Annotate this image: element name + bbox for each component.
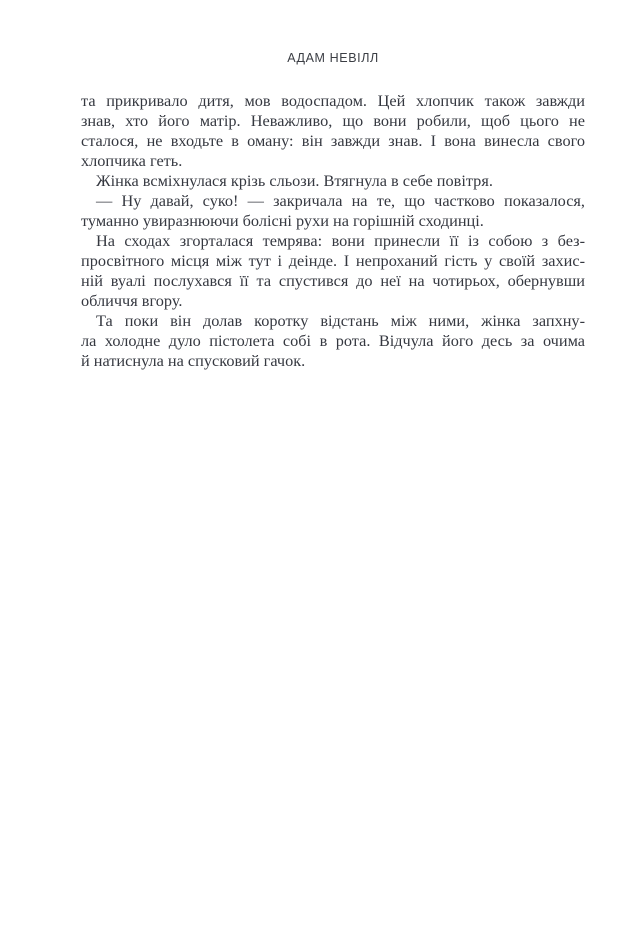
running-header: АДАМ НЕВІЛЛ [287,51,379,65]
text-line: ла холодне дуло пістолета собі в рота. Відчула його десь за очима [81,331,585,350]
paragraph [81,171,585,191]
paragraph [81,191,585,231]
paragraph [81,311,585,371]
text-line: та прикривало дитя, мов водоспадом. Цей хлопчик також завжди [81,91,585,110]
text-line: туманно увиразнюючи болісні рухи на горішній сходинці. [81,211,484,230]
text-line: Та поки він долав коротку відстань між ними, жінка запхну- [96,311,585,330]
text-line: хлопчика геть. [81,151,183,170]
body-text [81,91,585,371]
text-line: сталося, не входьте в оману: він завжди знав. І вона винесла свого [81,131,585,150]
text-line: Жінка всміхнулася крізь сльози. Втягнула в себе повітря. [96,171,493,190]
text-line: — Ну давай, суко! — закричала на те, що частково показалося, [96,191,585,210]
text-line: знав, хто його матір. Неважливо, що вони робили, щоб цього не [81,111,585,130]
text-line: й натиснула на спусковий гачок. [81,351,306,370]
text-line: просвітного місця між тут і деінде. І непроханий гість у своїй захис- [81,251,585,270]
paragraph [81,91,585,171]
text-line: обличчя вгору. [81,291,183,310]
text-line: ній вуалі послухався її та спустився до неї на чотирьох, обернувши [81,271,585,290]
text-line: На сходах згорталася темрява: вони принесли її із собою з без- [96,231,585,250]
paragraph [81,231,585,311]
